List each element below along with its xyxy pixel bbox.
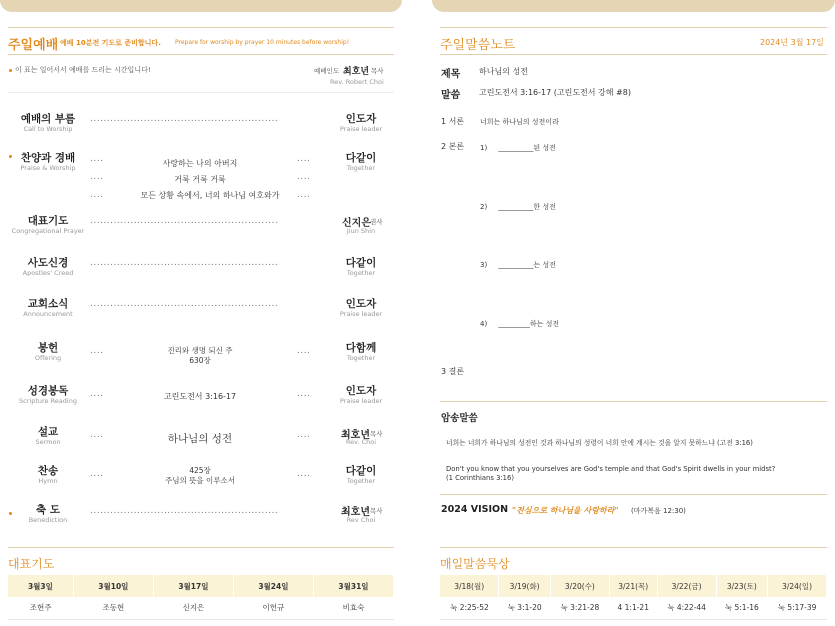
- praise-song-3: 모든 상황 속에서, 너의 하나님 여호와가: [140, 191, 280, 200]
- order-right-kr: 다같이: [345, 465, 377, 477]
- order-item-en: Hymn: [38, 477, 58, 485]
- order-right-en: Together: [346, 269, 376, 277]
- dot-leader: ....: [90, 389, 104, 399]
- daily-top-rule: [440, 547, 827, 548]
- order-right-kr: 다같이: [345, 152, 377, 164]
- prayer-name: 조현주: [8, 597, 73, 619]
- daily-ref: 눅 5:17-39: [768, 597, 827, 619]
- vision-ref: (마가복음 12:30): [631, 507, 686, 515]
- dot-leader: ....: [297, 190, 311, 200]
- dot-leader: ........................................................: [90, 216, 279, 226]
- prayer-schedule-table: [8, 575, 394, 620]
- body-point-1: [480, 143, 556, 153]
- daily-ref: 눅 5:1-16: [716, 597, 768, 619]
- point-suffix: 는 성전: [533, 261, 556, 269]
- point-suffix: 된 성전: [533, 144, 556, 152]
- prayer-date: 3월10일: [73, 575, 153, 597]
- leader-en: Rev. Robert Choi: [330, 78, 384, 86]
- prayer-date: 3월17일: [153, 575, 233, 597]
- order-item-call-to-worship: 예배의 부름: [20, 113, 76, 125]
- dot-leader: ....: [297, 469, 311, 479]
- daily-schedule-table: [440, 575, 827, 620]
- point-number: 2): [480, 203, 488, 211]
- dot-leader: ....: [297, 346, 311, 356]
- title-label: 제목: [441, 69, 461, 80]
- dot-leader: ....: [90, 154, 104, 164]
- point-blank[interactable]: _________: [498, 320, 530, 328]
- stand-note-bullet: [9, 69, 12, 72]
- prayer-name: 이헌규: [233, 597, 313, 619]
- dot-leader: ....: [90, 346, 104, 356]
- point-number: 4): [480, 320, 488, 328]
- word-value: 고린도전서 3:16-17 (고린도전서 강해 #8): [479, 88, 631, 97]
- daily-ref: 눅 2:25-52: [440, 597, 499, 619]
- left-title-underline: [8, 54, 394, 55]
- prayer-date: 3월3일: [8, 575, 73, 597]
- order-right-en: Together: [346, 354, 376, 362]
- order-right-title: 목사: [370, 507, 383, 515]
- order-right-title: 목사: [370, 430, 383, 438]
- offering-hymn-number: 630장: [189, 356, 211, 365]
- order-right-kr: 다같이: [345, 257, 377, 269]
- praise-song-1: 사랑하는 나의 아버지: [162, 159, 238, 168]
- order-item-en: Scripture Reading: [19, 397, 77, 405]
- memory-verse-en-ref: (1 Corinthians 3:16): [446, 474, 514, 482]
- prayer-name: 비효숙: [313, 597, 393, 619]
- vision-label: 2024 VISION: [441, 504, 509, 515]
- daily-ref: 눅 3:1-20: [499, 597, 551, 619]
- stand-note: 이 표는 일어서서 예배를 드리는 시간입니다!: [15, 66, 151, 74]
- right-top-rule: [440, 27, 827, 28]
- daily-ref: 눅 3:21-28: [550, 597, 609, 619]
- order-item-en: Benediction: [28, 516, 68, 524]
- order-item-scripture: 성경봉독: [27, 385, 69, 397]
- point-blank[interactable]: __________: [498, 144, 534, 152]
- order-item-en: Sermon: [35, 438, 61, 446]
- point-blank[interactable]: __________: [498, 261, 534, 269]
- dot-leader: ........................................................: [90, 258, 279, 268]
- order-right-en: Together: [346, 477, 376, 485]
- prep-en: Prepare for worship by prayer 10 minutes before worship!: [175, 38, 350, 46]
- daily-date: 3/18(월): [440, 575, 499, 597]
- daily-date: 3/20(수): [550, 575, 609, 597]
- dot-leader: ....: [90, 172, 104, 182]
- dot-leader: ........................................................: [90, 114, 279, 124]
- point-number: 1): [480, 144, 488, 152]
- left-top-rule: [8, 27, 394, 28]
- dot-leader: ....: [297, 389, 311, 399]
- memory-verse-en: Don't you know that you yourselves are God's temple and that God's Spirit dwells in your midst?: [446, 465, 776, 473]
- dot-leader: ........................................................: [90, 299, 279, 309]
- title-value: 하나님의 성전: [479, 67, 528, 76]
- order-right-kr: 신지은: [342, 218, 371, 229]
- order-item-en: Apostles' Creed: [22, 269, 74, 277]
- memory-title: 암송말씀: [441, 413, 478, 424]
- daily-date: 3/23(토): [716, 575, 768, 597]
- dot-leader: ....: [297, 172, 311, 182]
- order-item-en: Offering: [34, 354, 62, 362]
- dot-leader: ....: [297, 154, 311, 164]
- order-item-announcement: 교회소식: [27, 298, 69, 310]
- order-right-kr: 인도자: [345, 113, 377, 125]
- order-right-en: Jiun Shin: [346, 227, 376, 235]
- offering-hymn: 진리와 생명 되신 주: [167, 346, 233, 355]
- body-point-3: [480, 260, 556, 270]
- order-item-en: Congregational Prayer: [11, 227, 85, 235]
- daily-date: 3/21(목): [609, 575, 657, 597]
- vision-text: "전심으로 하나님을 사랑하라": [512, 506, 619, 515]
- dot-leader: ....: [90, 469, 104, 479]
- daily-title: 매일말씀묵상: [440, 557, 510, 571]
- word-label: 말씀: [441, 90, 461, 101]
- order-item-benediction: 축 도: [36, 504, 60, 516]
- praise-song-2: 거룩 거룩 거룩: [174, 175, 226, 184]
- order-right-en: Rev Choi: [346, 516, 376, 524]
- order-item-en: Call to Worship: [23, 125, 73, 133]
- order-item-creed: 사도신경: [27, 257, 69, 269]
- body-point-2: [480, 202, 556, 212]
- order-item-sermon: 설교: [37, 426, 59, 438]
- body-label: 2 본론: [441, 142, 465, 151]
- order-right-kr: 인도자: [345, 385, 377, 397]
- daily-date: 3/24(일): [768, 575, 827, 597]
- order-item-hymn: 찬송: [37, 465, 59, 477]
- order-right-en: Together: [346, 164, 376, 172]
- note-date: 2024년 3월 17일: [760, 38, 824, 47]
- daily-ref: 눅 4:22-44: [657, 597, 716, 619]
- order-right-title: 권사: [370, 218, 383, 226]
- point-suffix: 하는 성전: [529, 320, 560, 328]
- left-bottom-rule: [8, 547, 394, 548]
- order-right-kr: 최호년: [341, 430, 370, 441]
- prayer-name: 조동현: [73, 597, 153, 619]
- point-number: 3): [480, 261, 488, 269]
- dot-leader: ....: [297, 430, 311, 440]
- body-point-4: [480, 319, 559, 329]
- daily-ref: 4 1:1-21: [609, 597, 657, 619]
- hymn-number: 425장: [189, 466, 211, 475]
- right-section-title: 주일말씀노트: [440, 38, 516, 53]
- dot-leader: ....: [90, 430, 104, 440]
- leader-label: 예배인도: [314, 67, 340, 75]
- order-item-en: Praise & Worship: [20, 164, 76, 172]
- order-item-offering: 봉헌: [37, 342, 59, 354]
- dot-leader: ........................................................: [90, 506, 279, 516]
- prayer-name: 신지은: [153, 597, 233, 619]
- order-right-en: Praise leader: [339, 310, 383, 318]
- left-section-title: 주일예배: [8, 38, 59, 53]
- prep-kr: 예배 10분전 기도로 준비합니다.: [60, 39, 161, 47]
- vision-top-rule: [440, 494, 827, 495]
- point-blank[interactable]: __________: [498, 203, 534, 211]
- memory-top-rule: [440, 401, 827, 402]
- left-top-tab: [0, 0, 402, 12]
- memory-verse-kr: 너희는 너희가 하나님의 성전인 것과 하나님의 성령이 너희 안에 계시는 것을 알지 못하느냐 (고전 3:16): [446, 439, 753, 447]
- left-note-rule: [8, 92, 394, 93]
- point-suffix: 한 성전: [533, 203, 556, 211]
- order-right-en: Praise leader: [339, 397, 383, 405]
- order-right-en: Rev. Choi: [345, 438, 377, 446]
- prayer-date: 3월24일: [233, 575, 313, 597]
- intro-label: 1 서론: [441, 117, 465, 126]
- prayer-schedule-title: 대표기도: [8, 557, 55, 571]
- order-right-kr: 인도자: [345, 298, 377, 310]
- order-right-en: Praise leader: [339, 125, 383, 133]
- prayer-date: 3월31일: [313, 575, 393, 597]
- order-right-kr: 최호년: [341, 507, 370, 518]
- intro-value: 너희는 하나님의 성전이라: [480, 118, 559, 126]
- order-item-praise: 찬양과 경배: [20, 152, 76, 164]
- dot-leader: ....: [90, 190, 104, 200]
- conclusion-label: 3 결론: [441, 367, 465, 376]
- hymn-title: 주님의 뜻을 이루소서: [165, 476, 235, 485]
- right-title-underline: [440, 54, 827, 55]
- order-item-en: Announcement: [23, 310, 73, 318]
- right-top-tab: [432, 0, 835, 12]
- order-right-kr: 다함께: [345, 342, 377, 354]
- leader-title: 목사: [371, 67, 384, 75]
- scripture-reference: 고린도전서 3:16-17: [163, 392, 237, 401]
- order-item-prayer: 대표기도: [27, 215, 69, 227]
- leader-name: 최호년: [343, 67, 370, 77]
- sermon-title: 하나님의 성전: [167, 433, 233, 445]
- daily-date: 3/22(금): [657, 575, 716, 597]
- daily-date: 3/19(화): [499, 575, 551, 597]
